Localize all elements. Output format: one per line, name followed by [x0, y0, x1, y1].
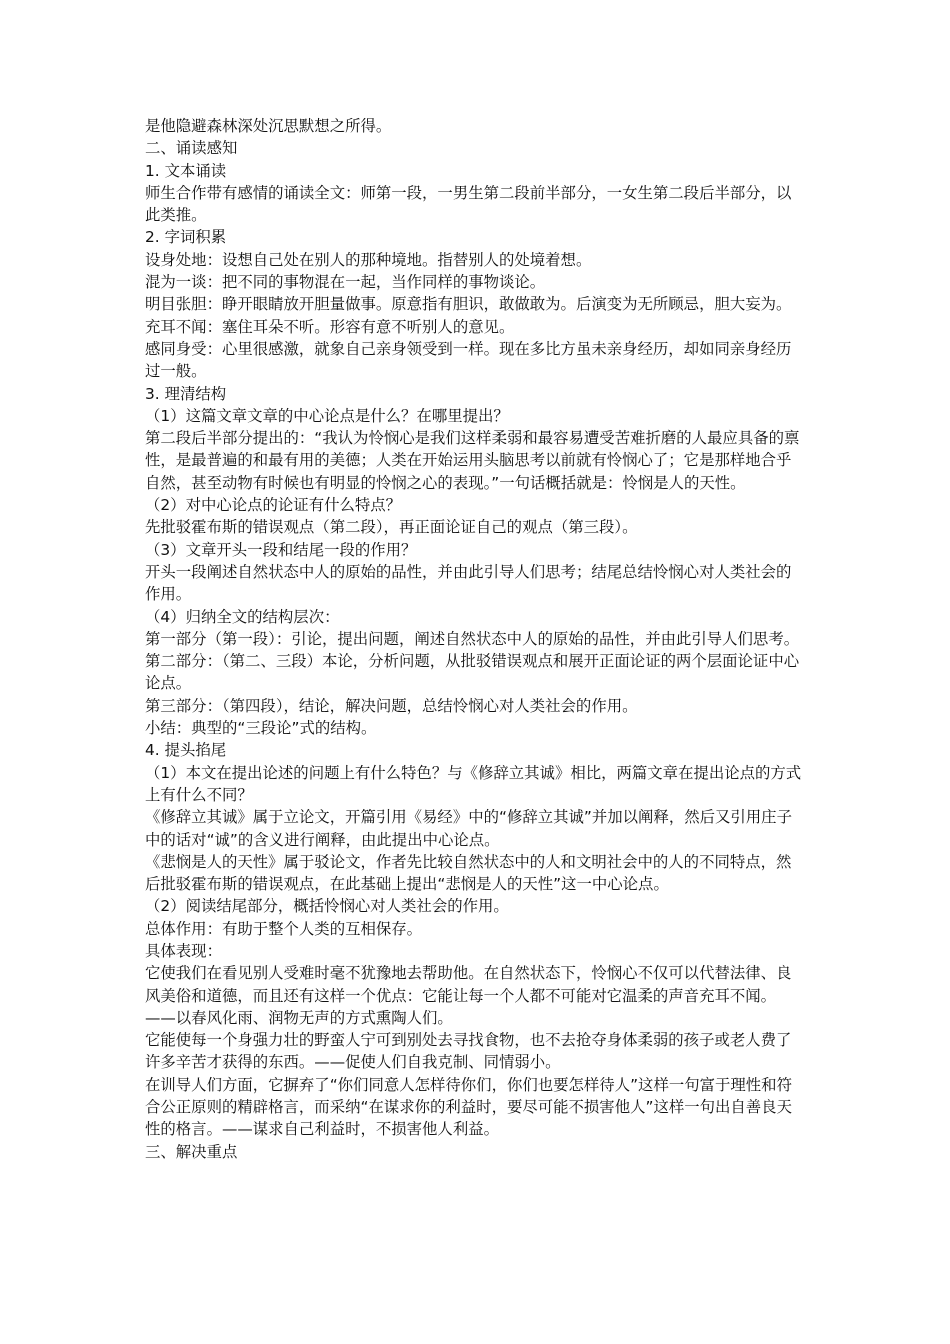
- question: （1）本文在提出论述的问题上有什么特色？与《修辞立其诚》相比，两篇文章在提出论点的方式上有什么不同？: [145, 763, 802, 804]
- answer-paragraph: 先批驳霍布斯的错误观点（第二段），再正面论证自己的观点（第三段）。: [145, 518, 638, 537]
- paragraph-reading: 师生合作带有感情的诵读全文：师第一段，一男生第二段前半部分，一女生第二段后半部分，以此类推。: [145, 183, 792, 225]
- vocab-item: 感同身受：心里很感激，就象自己亲身领受到一样。现在多比方虽未亲身经历，却如同亲身经历过一般。: [145, 339, 792, 381]
- question: （2）对中心论点的论证有什么特点？: [145, 496, 402, 515]
- vocab-item: 设身处地：设想自己处在别人的那种境地。指替别人的处境着想。: [145, 250, 592, 269]
- answer-paragraph: 具体表现：: [145, 941, 222, 960]
- structure-part: 第一部分（第一段）：引论，提出问题，阐述自然状态中人的原始的品性，并由此引导人们思考。: [145, 629, 800, 648]
- answer-paragraph: 《悲悯是人的天性》属于驳论文，作者先比较自然状态中的人和文明社会中的人的不同特点，然后批驳霍布斯的错误观点，在此基础上提出“悲悯是人的天性”这一中心论点。: [145, 852, 792, 894]
- answer-paragraph: 第二段后半部分提出的：“我认为怜悯心是我们这样柔弱和最容易遭受苦难折磨的人最应具备的禀性，是最普遍的和最有用的美德；人类在开始运用头脑思考以前就有怜悯心了；它是那样地合乎自然，甚至动物有时候也有明显的怜悯之心的表现。”一句话概括就是：怜悯是人的天性。: [145, 429, 800, 492]
- subheading-structure: 3. 理清结构: [145, 384, 227, 403]
- answer-paragraph: 《修辞立其诚》属于立论文，开篇引用《易经》中的“修辞立其诚”并加以阐释，然后又引用庄子中的话对“诚”的含义进行阐释，由此提出中心论点。: [145, 808, 792, 849]
- question: （2）阅读结尾部分，概括怜悯心对人类社会的作用。: [145, 897, 509, 916]
- section-heading-2: 二、诵读感知: [145, 139, 238, 158]
- question: （4）归纳全文的结构层次：: [145, 607, 340, 626]
- vocab-item: 明目张胆：睁开眼睛放开胆量做事。原意指有胆识，敢做敢为。后演变为无所顾忌，胆大妄为。: [145, 295, 792, 314]
- summary-line: 小结：典型的“三段论”式的结构。: [145, 719, 377, 738]
- question: （1）这篇文章文章的中心论点是什么？在哪里提出？: [145, 406, 509, 425]
- answer-paragraph: 它使我们在看见别人受难时毫不犹豫地去帮助他。在自然状态下，怜悯心不仅可以代替法律、良风美俗和道德，而且还有这样一个优点：它能让每一个人都不可能对它温柔的声音充耳不闻。——以春风化雨、润物无声的方式熏陶人们。: [145, 964, 792, 1027]
- structure-part: 第三部分：（第四段），结论，解决问题，总结怜悯心对人类社会的作用。: [145, 696, 638, 715]
- structure-part: 第二部分：（第二、三段）本论，分析问题，从批驳错误观点和展开正面论证的两个层面论证中心论点。: [145, 652, 800, 693]
- subheading-reading: 1. 文本诵读: [145, 161, 227, 180]
- question: （3）文章开头一段和结尾一段的作用？: [145, 540, 417, 559]
- answer-paragraph: 它能使每一个身强力壮的野蛮人宁可到别处去寻找食物，也不去抢夺身体柔弱的孩子或老人费了许多辛苦才获得的东西。——促使人们自我克制、同情弱小。: [145, 1031, 792, 1072]
- section-heading-3: 三、解决重点: [145, 1142, 238, 1161]
- document-body: [145, 115, 805, 1163]
- answer-paragraph: 在训导人们方面，它摒弃了“你们同意人怎样待你们，你们也要怎样待人”这样一句富于理性和符合公正原则的精辟格言，而采纳“在谋求你的利益时，要尽可能不损害他人”这样一句出自善良天性的格言。——谋求自己利益时，不损害他人利益。: [145, 1075, 792, 1139]
- subheading-head-tail: 4. 提头掐尾: [145, 741, 227, 760]
- answer-paragraph: 总体作用：有助于整个人类的互相保存。: [145, 919, 423, 938]
- paragraph-continuation: 是他隐避森林深处沉思默想之所得。: [145, 117, 392, 135]
- answer-paragraph: 开头一段阐述自然状态中人的原始的品性，并由此引导人们思考；结尾总结怜悯心对人类社会的作用。: [145, 562, 792, 604]
- vocab-item: 混为一谈：把不同的事物混在一起，当作同样的事物谈论。: [145, 273, 546, 292]
- vocab-item: 充耳不闻：塞住耳朵不听。形容有意不听别人的意见。: [145, 317, 515, 336]
- subheading-vocabulary: 2. 字词积累: [145, 228, 227, 247]
